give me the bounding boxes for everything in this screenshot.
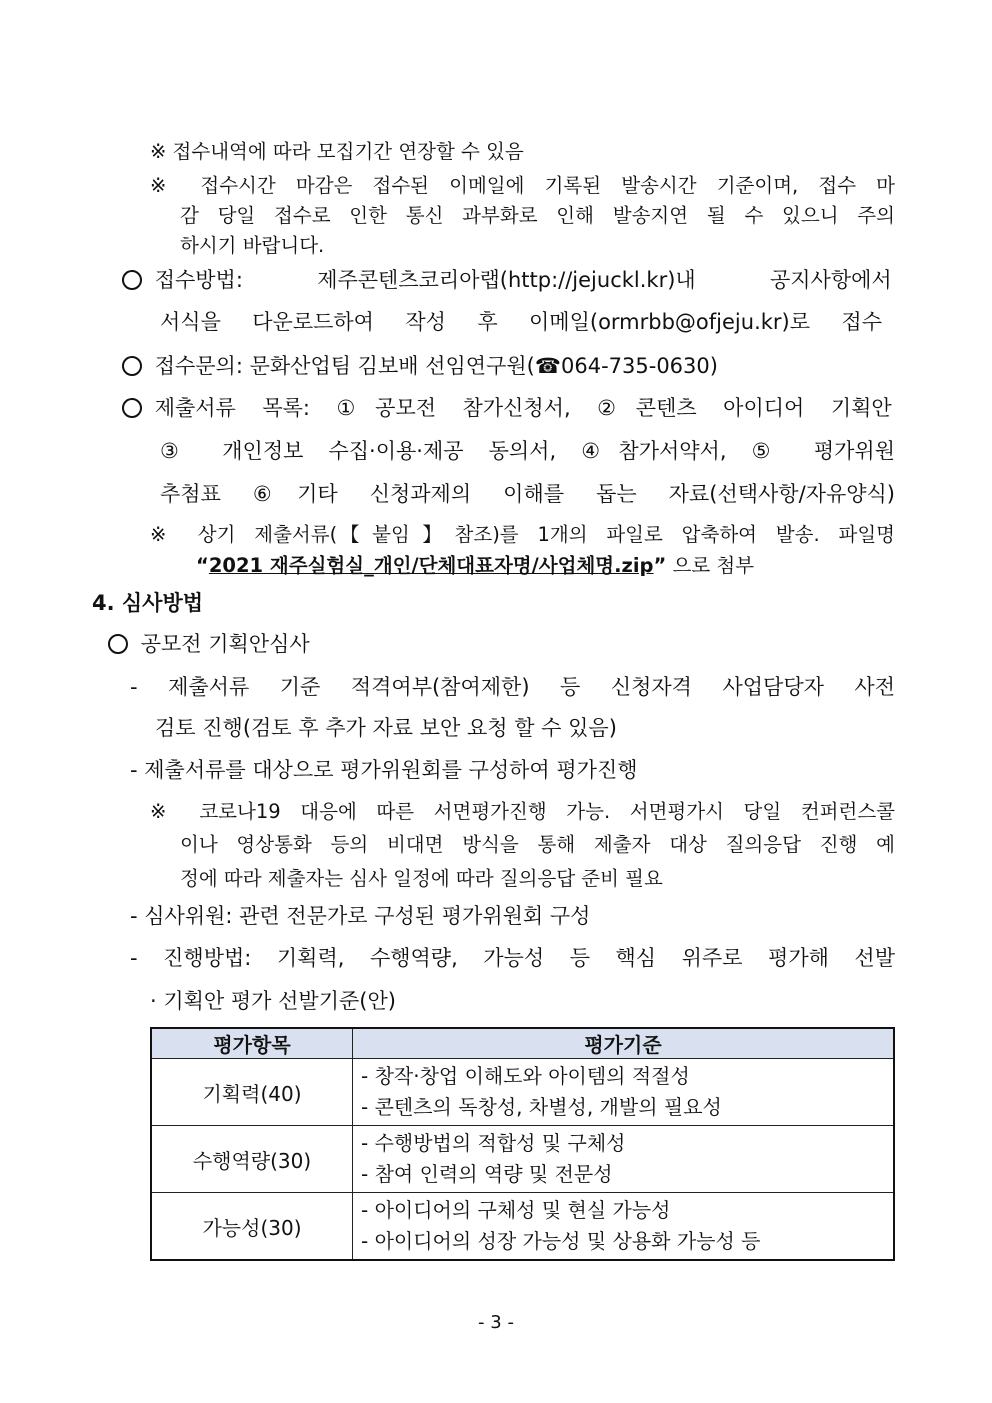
inquiry-text: 접수문의: 문화산업팀 김보배 선임연구원(☎064-735-0630) (154, 354, 718, 378)
docs-line-3: 추첨표 ⑥기타 신청과제의 이해를 돕는 자료(선택사항/자유양식) (160, 482, 895, 506)
header-item: 평가항목 (151, 1028, 353, 1059)
row-item: 기획력(40) (151, 1059, 353, 1126)
inquiry-row (122, 352, 718, 380)
sub-heading-row (108, 630, 310, 658)
circle-bullet-icon (122, 398, 142, 418)
criteria-line: - 참여 인력의 역량 및 전문성 (361, 1162, 613, 1186)
docs-note-2 (196, 552, 754, 580)
docs-row (122, 394, 895, 422)
criteria-line: - 아이디어의 성장 가능성 및 상용화 가능성 등 (361, 1229, 761, 1253)
table-row (151, 1059, 894, 1126)
quote-close: ” (653, 554, 667, 577)
circle-bullet-icon (122, 270, 142, 290)
circle-bullet-icon (108, 634, 128, 654)
criteria-line: - 아이디어의 구체성 및 현실 가능성 (361, 1198, 671, 1222)
note-deadline-2: 감 당일 접수로 인한 통신 과부화로 인해 발송지연 될 수 있으니 주의 (180, 204, 895, 227)
row-item: 가능성(30) (151, 1193, 353, 1261)
section-title: 4. 심사방법 (92, 591, 204, 615)
row-criteria (353, 1126, 895, 1193)
bullet-2: - 제출서류를 대상으로 평가위원회를 구성하여 평가진행 (130, 758, 638, 782)
bullet-3: - 심사위원: 관련 전문가로 구성된 평가위원회 구성 (130, 904, 591, 928)
note-deadline-1: ※ 접수시간 마감은 접수된 이메일에 기록된 발송시간 기준이며, 접수 마 (150, 174, 895, 197)
table-row (151, 1126, 894, 1193)
covid-note-3: 정에 따라 제출자는 심사 일정에 따라 질의응답 준비 필요 (180, 867, 663, 890)
quote-open: “ (196, 554, 209, 577)
note-extension: ※ 접수내역에 따라 모집기간 연장할 수 있음 (150, 140, 524, 163)
bullet-1b: 검토 진행(검토 후 추가 자료 보안 요청 할 수 있음) (155, 716, 617, 740)
table-row (151, 1193, 894, 1261)
docs-note-2-tail: 으로 첨부 (666, 554, 755, 577)
page-number: - 3 - (478, 1312, 514, 1333)
docs-line-2: ③ 개인정보 수집·이용·제공 동의서, ④참가서약서, ⑤ 평가위원 (160, 439, 895, 463)
method-row (122, 266, 895, 294)
criteria-line: - 수행방법의 적합성 및 구체성 (361, 1131, 626, 1155)
method-line-1: 접수방법: 제주콘텐츠코리아랩(http://jejuckl.kr)내 공지사항에서 (154, 268, 892, 292)
table-header-row (151, 1028, 894, 1059)
covid-note-2: 이나 영상통화 등의 비대면 방식을 통해 제출자 대상 질의응답 진행 예 (180, 833, 895, 856)
circle-bullet-icon (122, 356, 142, 376)
row-criteria (353, 1059, 895, 1126)
note-deadline-3: 하시기 바랍니다. (180, 234, 325, 257)
header-criteria: 평가기준 (353, 1028, 895, 1059)
docs-line-1: 제출서류 목록: ①공모전 참가신청서, ②콘텐츠 아이디어 기획안 (154, 396, 892, 420)
row-criteria (353, 1193, 895, 1261)
bullet-4: - 진행방법: 기획력, 수행역량, 가능성 등 핵심 위주로 평가해 선발 (130, 946, 895, 970)
bullet-1a: - 제출서류 기준 적격여부(참여제한) 등 신청자격 사업담당자 사전 (130, 675, 895, 699)
covid-note-1: ※ 코로나19 대응에 따른 서면평가진행 가능. 서면평가시 당일 컨퍼런스콜 (150, 800, 895, 823)
sub-heading: 공모전 기획안심사 (140, 632, 310, 656)
evaluation-table (150, 1027, 895, 1261)
criteria-line: - 창작·창업 이해도와 아이템의 적절성 (361, 1064, 690, 1088)
criteria-line: - 콘텐츠의 독창성, 차별성, 개발의 필요성 (361, 1095, 722, 1119)
docs-note-1: ※ 상기 제출서류(【붙임】참조)를 1개의 파일로 압축하여 발송. 파일명 (150, 523, 895, 546)
bullet-5: · 기획안 평가 선발기준(안) (150, 989, 396, 1013)
method-line-2: 서식을 다운로드하여 작성 후 이메일(ormrbb@ofjeju.kr)로 접수 (160, 310, 882, 334)
filename: 2021 재주실험실_개인/단체대표자명/사업체명.zip (208, 554, 654, 577)
row-item: 수행역량(30) (151, 1126, 353, 1193)
